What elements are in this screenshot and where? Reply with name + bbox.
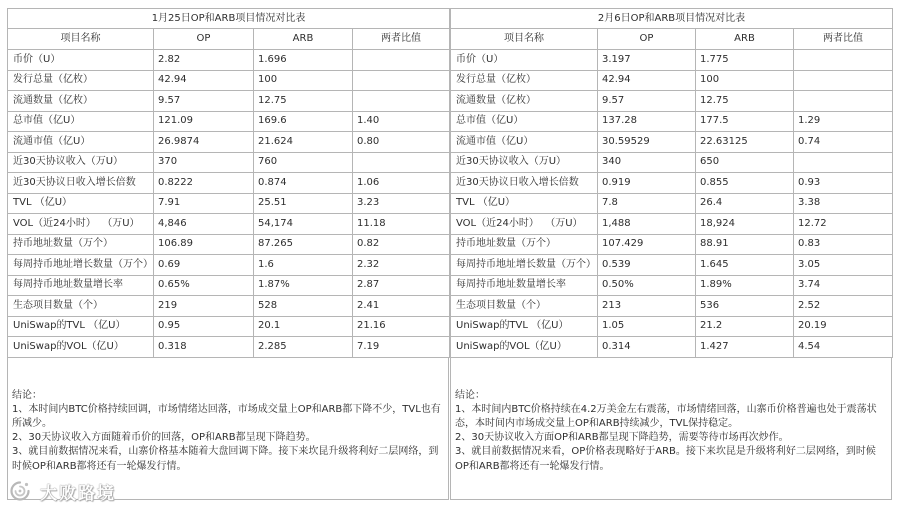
cell-ratio-value: 1.29 xyxy=(794,111,893,132)
cell-arb-value: 0.874 xyxy=(254,173,353,194)
cell-ratio-value: 0.80 xyxy=(353,132,450,153)
cell-ratio-value: 7.19 xyxy=(353,337,450,358)
cell-op-value: 1,488 xyxy=(598,214,696,235)
cell-arb-value: 1.696 xyxy=(254,50,353,71)
cell-ratio-value xyxy=(794,70,893,91)
cell-op-value: 2.82 xyxy=(154,50,254,71)
cell-ratio-value: 21.16 xyxy=(353,316,450,337)
cell-ratio-value xyxy=(353,70,450,91)
cell-ratio-value: 0.83 xyxy=(794,234,893,255)
table-row xyxy=(451,296,893,317)
cell-op-value: 0.539 xyxy=(598,255,696,276)
cell-arb-value: 12.75 xyxy=(696,91,794,112)
cell-ratio-value: 0.74 xyxy=(794,132,893,153)
conclusion-line: 3、就目前数据情况来看，OP价格表现略好于ARB。接下来坎昆是升级将利好二层网络，到时候OP和ARB都将还有一轮爆发行情。 xyxy=(455,446,876,472)
cell-ratio-value: 1.40 xyxy=(353,111,450,132)
cell-ratio-value xyxy=(353,91,450,112)
table-header-row xyxy=(8,29,450,50)
table-row xyxy=(8,132,450,153)
cell-arb-value: 1.775 xyxy=(696,50,794,71)
cell-arb-value: 18,924 xyxy=(696,214,794,235)
cell-metric-name: 生态项目数量（个） xyxy=(8,296,154,317)
cell-ratio-value: 4.54 xyxy=(794,337,893,358)
table-row xyxy=(451,132,893,153)
cell-op-value: 121.09 xyxy=(154,111,254,132)
cell-op-value: 370 xyxy=(154,152,254,173)
table-row xyxy=(451,316,893,337)
table-row xyxy=(451,275,893,296)
cell-arb-value: 2.285 xyxy=(254,337,353,358)
conclusion-lines xyxy=(455,403,885,474)
cell-metric-name: 流通市值（亿U） xyxy=(451,132,598,153)
cell-metric-name: TVL （亿U） xyxy=(8,193,154,214)
column-header-arb: ARB xyxy=(254,29,353,50)
table-row xyxy=(8,337,450,358)
conclusion-heading: 结论： xyxy=(12,389,42,401)
cell-arb-value: 1.427 xyxy=(696,337,794,358)
cell-ratio-value xyxy=(353,152,450,173)
table-row xyxy=(451,50,893,71)
comparison-table xyxy=(450,8,893,358)
cell-ratio-value: 3.05 xyxy=(794,255,893,276)
cell-ratio-value: 2.41 xyxy=(353,296,450,317)
cell-op-value: 340 xyxy=(598,152,696,173)
cell-metric-name: 发行总量（亿枚） xyxy=(451,70,598,91)
cell-op-value: 9.57 xyxy=(598,91,696,112)
cell-metric-name: UniSwap的TVL （亿U） xyxy=(8,316,154,337)
cell-metric-name: 每周持币地址增长数量（万个） xyxy=(451,255,598,276)
cell-arb-value: 87.265 xyxy=(254,234,353,255)
cell-ratio-value: 2.87 xyxy=(353,275,450,296)
cell-metric-name: 持币地址数量（万个） xyxy=(8,234,154,255)
table-row xyxy=(8,316,450,337)
cell-arb-value: 1.6 xyxy=(254,255,353,276)
table-row xyxy=(451,152,893,173)
cell-metric-name: UniSwap的VOL（亿U） xyxy=(8,337,154,358)
cell-arb-value: 1.89% xyxy=(696,275,794,296)
cell-metric-name: 每周持币地址增长数量（万个） xyxy=(8,255,154,276)
conclusion-lines xyxy=(12,403,442,474)
cell-ratio-value: 3.23 xyxy=(353,193,450,214)
cell-arb-value: 760 xyxy=(254,152,353,173)
table-row xyxy=(8,234,450,255)
cell-metric-name: 每周持币地址数量增长率 xyxy=(8,275,154,296)
cell-arb-value: 536 xyxy=(696,296,794,317)
cell-op-value: 42.94 xyxy=(154,70,254,91)
conclusion-line: 1、本时间内BTC价格持续回调，市场情绪达回落，市场成交量上OP和ARB都下降不少，TVL也有所减少。 xyxy=(12,403,441,429)
cell-metric-name: 总市值（亿U） xyxy=(451,111,598,132)
table-row xyxy=(8,275,450,296)
table-row xyxy=(8,296,450,317)
cell-arb-value: 88.91 xyxy=(696,234,794,255)
cell-ratio-value: 3.38 xyxy=(794,193,893,214)
column-header-item: 项目名称 xyxy=(451,29,598,50)
cell-ratio-value xyxy=(794,152,893,173)
cell-metric-name: 持币地址数量（万个） xyxy=(451,234,598,255)
column-header-op: OP xyxy=(154,29,254,50)
table-header-row xyxy=(451,29,893,50)
cell-ratio-value: 0.93 xyxy=(794,173,893,194)
cell-arb-value: 169.6 xyxy=(254,111,353,132)
cell-ratio-value: 11.18 xyxy=(353,214,450,235)
cell-arb-value: 54,174 xyxy=(254,214,353,235)
cell-op-value: 107.429 xyxy=(598,234,696,255)
cell-metric-name: 近30天协议收入（万U） xyxy=(451,152,598,173)
conclusion-line: 1、本时间内BTC价格持续在4.2万美金左右震荡，市场情绪回落，山寨币价格普遍也处于震荡状态，本时间内市场成交量上OP和ARB持续减少，TVL保持稳定。 xyxy=(455,403,877,429)
cell-arb-value: 177.5 xyxy=(696,111,794,132)
table-row xyxy=(451,111,893,132)
conclusion-block xyxy=(450,358,892,501)
table-row xyxy=(451,173,893,194)
cell-metric-name: 流通市值（亿U） xyxy=(8,132,154,153)
cell-ratio-value: 2.32 xyxy=(353,255,450,276)
cell-metric-name: VOL（近24小时） （万U） xyxy=(8,214,154,235)
cell-op-value: 0.95 xyxy=(154,316,254,337)
cell-metric-name: 币价（U） xyxy=(451,50,598,71)
cell-metric-name: 流通数量（亿枚） xyxy=(451,91,598,112)
cell-metric-name: UniSwap的TVL （亿U） xyxy=(451,316,598,337)
cell-op-value: 9.57 xyxy=(154,91,254,112)
cell-arb-value: 100 xyxy=(254,70,353,91)
table-row xyxy=(8,255,450,276)
cell-op-value: 0.65% xyxy=(154,275,254,296)
cell-ratio-value xyxy=(353,50,450,71)
cell-metric-name: UniSwap的VOL（亿U） xyxy=(451,337,598,358)
cell-metric-name: 每周持币地址数量增长率 xyxy=(451,275,598,296)
cell-op-value: 0.8222 xyxy=(154,173,254,194)
cell-metric-name: 近30天协议日收入增长倍数 xyxy=(8,173,154,194)
cell-op-value: 3.197 xyxy=(598,50,696,71)
cell-metric-name: 币价（U） xyxy=(8,50,154,71)
cell-op-value: 219 xyxy=(154,296,254,317)
table-title: 2月6日OP和ARB项目情况对比表 xyxy=(451,9,893,29)
cell-arb-value: 0.855 xyxy=(696,173,794,194)
cell-arb-value: 21.2 xyxy=(696,316,794,337)
table-row xyxy=(451,337,893,358)
table-row xyxy=(8,91,450,112)
swirl-logo-icon xyxy=(9,480,31,502)
conclusion-heading: 结论： xyxy=(455,389,485,401)
cell-ratio-value: 1.06 xyxy=(353,173,450,194)
table-row xyxy=(8,152,450,173)
cell-op-value: 0.69 xyxy=(154,255,254,276)
cell-arb-value: 20.1 xyxy=(254,316,353,337)
column-header-item: 项目名称 xyxy=(8,29,154,50)
cell-arb-value: 12.75 xyxy=(254,91,353,112)
cell-op-value: 26.9874 xyxy=(154,132,254,153)
cell-arb-value: 26.4 xyxy=(696,193,794,214)
column-header-arb: ARB xyxy=(696,29,794,50)
table-row xyxy=(451,255,893,276)
cell-op-value: 4,846 xyxy=(154,214,254,235)
table-row xyxy=(8,70,450,91)
comparison-panel-feb6 xyxy=(450,8,892,500)
cell-op-value: 7.91 xyxy=(154,193,254,214)
cell-op-value: 213 xyxy=(598,296,696,317)
table-row xyxy=(451,91,893,112)
cell-arb-value: 21.624 xyxy=(254,132,353,153)
cell-metric-name: 近30天协议日收入增长倍数 xyxy=(451,173,598,194)
table-body xyxy=(8,50,450,358)
cell-arb-value: 22.63125 xyxy=(696,132,794,153)
cell-op-value: 0.314 xyxy=(598,337,696,358)
table-row xyxy=(8,193,450,214)
cell-metric-name: 总市值（亿U） xyxy=(8,111,154,132)
cell-op-value: 42.94 xyxy=(598,70,696,91)
cell-ratio-value: 3.74 xyxy=(794,275,893,296)
table-title: 1月25日OP和ARB项目情况对比表 xyxy=(8,9,450,29)
cell-metric-name: 流通数量（亿枚） xyxy=(8,91,154,112)
cell-arb-value: 1.87% xyxy=(254,275,353,296)
watermark-logo xyxy=(9,479,116,503)
cell-ratio-value: 20.19 xyxy=(794,316,893,337)
cell-ratio-value: 0.82 xyxy=(353,234,450,255)
table-row xyxy=(8,173,450,194)
column-header-ratio: 两者比值 xyxy=(353,29,450,50)
table-row xyxy=(451,214,893,235)
cell-op-value: 0.919 xyxy=(598,173,696,194)
cell-op-value: 137.28 xyxy=(598,111,696,132)
cell-op-value: 0.50% xyxy=(598,275,696,296)
comparison-panel-jan25 xyxy=(7,8,449,500)
cell-metric-name: 近30天协议收入（万U） xyxy=(8,152,154,173)
cell-op-value: 7.8 xyxy=(598,193,696,214)
conclusion-line: 2、30天协议收入方面OP和ARB都呈现下降趋势，需要等待市场再次炒作。 xyxy=(455,432,789,444)
column-header-op: OP xyxy=(598,29,696,50)
table-row xyxy=(451,234,893,255)
cell-arb-value: 528 xyxy=(254,296,353,317)
table-row xyxy=(451,70,893,91)
cell-op-value: 30.59529 xyxy=(598,132,696,153)
cell-op-value: 106.89 xyxy=(154,234,254,255)
cell-ratio-value: 12.72 xyxy=(794,214,893,235)
table-body xyxy=(451,50,893,358)
watermark-text: 大败路境 xyxy=(40,483,116,504)
cell-arb-value: 25.51 xyxy=(254,193,353,214)
table-row xyxy=(8,50,450,71)
table-row xyxy=(451,193,893,214)
conclusion-line: 3、就目前数据情况来看，山寨价格基本随着大盘回调下降。接下来坎昆升级将利好二层网络，到时候OP和ARB都将还有一轮爆发行情。 xyxy=(12,446,439,472)
column-header-ratio: 两者比值 xyxy=(794,29,893,50)
conclusion-line: 2、30天协议收入方面随着币价的回落，OP和ARB都呈现下降趋势。 xyxy=(12,432,316,444)
table-title-row xyxy=(8,9,450,29)
table-row xyxy=(8,214,450,235)
table-row xyxy=(8,111,450,132)
cell-metric-name: TVL （亿U） xyxy=(451,193,598,214)
cell-metric-name: 发行总量（亿枚） xyxy=(8,70,154,91)
cell-arb-value: 1.645 xyxy=(696,255,794,276)
cell-arb-value: 100 xyxy=(696,70,794,91)
cell-metric-name: 生态项目数量（个） xyxy=(451,296,598,317)
table-title-row xyxy=(451,9,893,29)
cell-op-value: 0.318 xyxy=(154,337,254,358)
cell-arb-value: 650 xyxy=(696,152,794,173)
cell-ratio-value xyxy=(794,91,893,112)
cell-ratio-value xyxy=(794,50,893,71)
cell-metric-name: VOL（近24小时） （万U） xyxy=(451,214,598,235)
cell-ratio-value: 2.52 xyxy=(794,296,893,317)
cell-op-value: 1.05 xyxy=(598,316,696,337)
comparison-table xyxy=(7,8,450,358)
